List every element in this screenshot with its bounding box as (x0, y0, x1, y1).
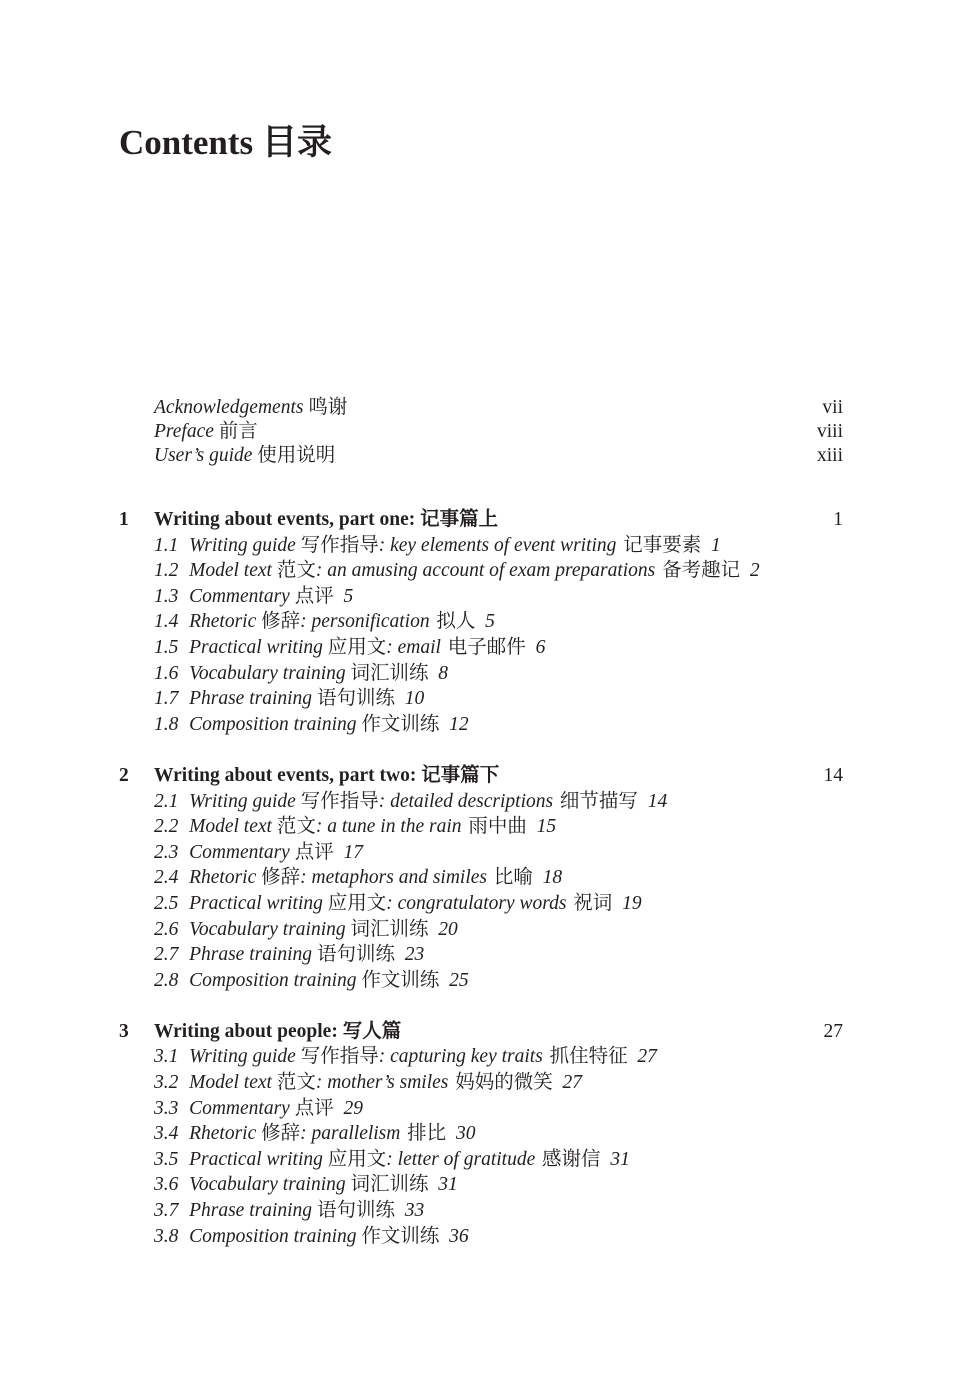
section-topic-zh: 细节描写 (559, 790, 638, 812)
section-label-zh: 写作指导 (300, 534, 379, 556)
section-page-number: 29 (343, 1097, 363, 1119)
section-page-number: 6 (535, 636, 546, 658)
section-number: 3.8 (154, 1225, 179, 1247)
section-entry (119, 712, 843, 738)
section-separator: : (378, 534, 386, 556)
section-label: Composition training (189, 713, 357, 735)
entry-indent (119, 420, 154, 444)
section-label: Writing guide (189, 534, 296, 556)
entry-indent (119, 840, 154, 866)
section-number: 2.3 (154, 841, 179, 863)
section-text (154, 968, 843, 994)
section-label-zh: 应用文 (327, 1148, 387, 1170)
section-text (154, 1147, 843, 1173)
section-label-zh: 作文训练 (361, 1225, 440, 1247)
section-number: 1.8 (154, 713, 179, 735)
section-label-zh: 修辞 (261, 611, 301, 633)
section-label-zh: 写作指导 (300, 790, 379, 812)
section-text (154, 865, 843, 891)
entry-indent (119, 584, 154, 610)
section-page-number: 14 (647, 790, 668, 812)
entry-indent (119, 1147, 154, 1173)
entry-indent (119, 1044, 154, 1070)
section-label: Practical writing (189, 636, 323, 658)
chapter-title-zh: 写人篇 (342, 1020, 402, 1042)
chapter-title-en: Writing about people: (154, 1020, 338, 1042)
section-page-number: 1 (711, 534, 721, 556)
section-number: 2.5 (154, 892, 179, 914)
section-entry (119, 1224, 843, 1250)
section-number: 3.6 (154, 1174, 179, 1196)
section-label-zh: 范文 (276, 560, 316, 582)
entry-indent (119, 444, 154, 468)
section-label: Model text (189, 1072, 272, 1094)
entry-title-zh: 使用说明 (257, 445, 336, 466)
section-label: Composition training (189, 1225, 357, 1247)
section-page-number: 2 (749, 560, 760, 582)
section-entry (119, 917, 843, 943)
section-page-number: 31 (438, 1174, 458, 1196)
section-topic: parallelism (311, 1123, 401, 1145)
section-number: 3.4 (154, 1123, 179, 1145)
section-number: 1.2 (154, 560, 179, 582)
section-separator: : (386, 892, 393, 914)
section-topic: letter of gratitude (397, 1148, 536, 1170)
chapter-title-en: Writing about events, part one: (154, 509, 416, 530)
section-text (154, 942, 843, 968)
section-label-zh: 写作指导 (300, 1046, 379, 1068)
section-number: 2.1 (154, 790, 179, 812)
entry-indent (119, 942, 154, 968)
section-topic-zh: 抓住特征 (549, 1046, 628, 1068)
section-text (154, 1224, 843, 1250)
section-separator: : (378, 790, 386, 812)
section-separator: : (386, 636, 393, 658)
section-number: 1.5 (154, 636, 179, 658)
section-text (154, 891, 843, 917)
section-text (154, 635, 843, 661)
section-page-number: 33 (404, 1200, 425, 1222)
entry-indent (119, 789, 154, 815)
entry-indent (119, 661, 154, 687)
chapter-heading (119, 763, 843, 789)
section-label-zh: 修辞 (261, 1123, 301, 1145)
section-text (154, 1198, 843, 1224)
section-entry (119, 1121, 843, 1147)
section-page-number: 27 (637, 1046, 657, 1068)
section-number: 3.2 (154, 1072, 179, 1094)
entry-page-number: vii (822, 397, 843, 418)
section-text (154, 661, 843, 687)
section-topic: metaphors and similes (311, 867, 488, 889)
section-entry (119, 968, 843, 994)
section-number: 1.1 (154, 534, 179, 556)
entry-indent (119, 609, 154, 635)
section-label-zh: 范文 (276, 816, 316, 838)
section-label: Writing guide (189, 1046, 296, 1068)
section-number: 1.4 (154, 611, 179, 633)
section-topic: detailed descriptions (390, 790, 554, 812)
section-topic: key elements of event writing (390, 534, 617, 556)
section-topic-zh: 比喻 (493, 867, 533, 889)
section-number: 2.4 (154, 867, 179, 889)
section-entry (119, 840, 843, 866)
chapter-page-number: 27 (823, 1020, 843, 1042)
section-text (154, 533, 843, 559)
section-text (154, 584, 843, 610)
section-entry (119, 891, 843, 917)
section-page-number: 5 (343, 585, 354, 607)
section-page-number: 30 (455, 1123, 476, 1145)
chapter-title-en: Writing about events, part two: (154, 764, 417, 786)
front-matter-list (119, 396, 843, 468)
section-label: Writing guide (189, 790, 296, 812)
section-page-number: 19 (622, 892, 642, 914)
section-entry (119, 533, 843, 559)
section-page-number: 12 (449, 713, 469, 735)
entry-indent (119, 558, 154, 584)
entry-page-number: xiii (816, 445, 843, 466)
entry-indent (119, 1070, 154, 1096)
section-entry (119, 1096, 843, 1122)
chapter-block (119, 1019, 843, 1249)
section-number: 3.3 (154, 1097, 179, 1119)
section-number: 2.2 (154, 816, 179, 838)
section-text (154, 840, 843, 866)
section-topic-zh: 感谢信 (542, 1148, 601, 1170)
section-topic: an amusing account of exam preparations (327, 560, 656, 582)
section-topic-zh: 备考趣记 (662, 560, 741, 582)
section-separator: : (300, 611, 307, 633)
entry-indent (119, 1121, 154, 1147)
entry-indent (119, 1096, 154, 1122)
entry-indent (119, 968, 154, 994)
section-number: 1.3 (154, 585, 179, 607)
section-label-zh: 词汇训练 (350, 662, 429, 684)
section-entry (119, 1198, 843, 1224)
section-text (154, 558, 843, 584)
chapter-heading (119, 507, 843, 533)
section-label-zh: 作文训练 (361, 969, 440, 991)
chapter-title (154, 1019, 824, 1045)
section-page-number: 36 (449, 1225, 469, 1247)
chapter-title (154, 507, 833, 533)
section-topic: personification (311, 611, 430, 633)
section-topic-zh: 电子邮件 (447, 636, 526, 658)
section-text (154, 1172, 843, 1198)
section-separator: : (315, 1072, 323, 1094)
section-label: Phrase training (189, 688, 313, 710)
section-separator: : (315, 816, 323, 838)
section-separator: : (300, 1123, 307, 1145)
page-title (119, 122, 332, 164)
section-label: Phrase training (189, 944, 313, 966)
entry-indent (119, 533, 154, 559)
section-label-zh: 点评 (294, 841, 334, 863)
section-entry (119, 686, 843, 712)
entry-indent (119, 1224, 154, 1250)
section-topic-zh: 祝词 (573, 892, 613, 914)
section-entry (119, 1044, 843, 1070)
section-page-number: 20 (438, 918, 458, 940)
entry-title (154, 444, 817, 468)
entry-title-zh: 鸣谢 (308, 397, 348, 418)
chapter-number: 1 (119, 509, 129, 530)
section-page-number: 17 (343, 841, 363, 863)
section-page-number: 31 (610, 1148, 630, 1170)
section-label: Vocabulary training (189, 918, 346, 940)
entry-indent (119, 1172, 154, 1198)
section-page-number: 15 (536, 816, 557, 838)
section-separator: : (315, 560, 323, 582)
section-entry (119, 584, 843, 610)
section-label: Practical writing (189, 892, 323, 914)
chapter-block (119, 763, 843, 993)
section-entry (119, 558, 843, 584)
page-title-zh: 目录 (261, 123, 332, 162)
section-label-zh: 词汇训练 (350, 1174, 429, 1196)
section-label: Rhetoric (189, 611, 257, 633)
section-label: Phrase training (189, 1200, 313, 1222)
section-label: Commentary (189, 841, 290, 863)
section-label: Vocabulary training (189, 662, 346, 684)
section-text (154, 1070, 843, 1096)
section-separator: : (378, 1046, 386, 1068)
entry-indent (119, 1198, 154, 1224)
section-topic: congratulatory words (397, 892, 567, 914)
entry-indent (119, 635, 154, 661)
section-label-zh: 点评 (294, 585, 334, 607)
entry-title-zh: 前言 (218, 421, 258, 442)
section-number: 2.8 (154, 969, 179, 991)
section-label-zh: 修辞 (261, 867, 301, 889)
entry-indent (119, 865, 154, 891)
section-page-number: 5 (485, 611, 495, 633)
section-label-zh: 语句训练 (316, 944, 395, 966)
section-label: Commentary (189, 1097, 290, 1119)
section-number: 1.7 (154, 688, 179, 710)
section-text (154, 1044, 843, 1070)
section-label-zh: 点评 (294, 1097, 334, 1119)
section-label: Model text (189, 816, 272, 838)
section-number: 2.7 (154, 944, 179, 966)
section-topic: capturing key traits (390, 1046, 543, 1068)
section-label: Practical writing (189, 1148, 323, 1170)
section-text (154, 1096, 843, 1122)
section-entry (119, 814, 843, 840)
section-number: 3.7 (154, 1200, 179, 1222)
entry-indent (119, 814, 154, 840)
section-entry (119, 789, 843, 815)
entry-indent (119, 396, 154, 420)
section-label-zh: 词汇训练 (350, 918, 429, 940)
section-entry (119, 1147, 843, 1173)
section-topic: mother’s smiles (327, 1072, 449, 1094)
section-label-zh: 应用文 (327, 892, 387, 914)
section-text (154, 917, 843, 943)
section-topic-zh: 拟人 (436, 611, 476, 633)
chapter-block (119, 507, 843, 737)
section-topic-zh: 妈妈的微笑 (455, 1072, 553, 1094)
section-topic-zh: 记事要素 (623, 534, 702, 556)
section-number: 1.6 (154, 662, 179, 684)
chapter-page-number: 14 (823, 764, 843, 786)
chapter-title (154, 763, 824, 789)
section-label: Rhetoric (189, 867, 257, 889)
entry-title (154, 396, 822, 420)
chapter-title-zh: 记事篇上 (420, 509, 499, 530)
section-topic-zh: 雨中曲 (468, 816, 527, 838)
section-entry (119, 635, 843, 661)
section-page-number: 18 (542, 867, 563, 889)
section-label: Rhetoric (189, 1123, 257, 1145)
chapter-list (119, 507, 843, 1249)
section-page-number: 8 (438, 662, 449, 684)
page-title-en: Contents (119, 123, 254, 162)
section-page-number: 10 (404, 688, 425, 710)
entry-title-en: Preface (154, 421, 214, 442)
entry-indent (119, 891, 154, 917)
section-label-zh: 作文训练 (361, 713, 440, 735)
section-entry (119, 609, 843, 635)
section-label: Commentary (189, 585, 290, 607)
section-entry (119, 942, 843, 968)
section-topic: a tune in the rain (327, 816, 462, 838)
section-label-zh: 应用文 (327, 636, 387, 658)
entry-title (154, 420, 817, 444)
entry-indent (119, 917, 154, 943)
entry-indent (119, 712, 154, 738)
section-separator: : (300, 867, 307, 889)
chapter-number: 3 (119, 1020, 129, 1042)
entry-title-en: User’s guide (154, 445, 253, 466)
section-text (154, 1121, 843, 1147)
section-label-zh: 语句训练 (316, 1200, 395, 1222)
section-label: Vocabulary training (189, 1174, 346, 1196)
section-page-number: 23 (404, 944, 425, 966)
section-label: Composition training (189, 969, 357, 991)
section-entry (119, 865, 843, 891)
section-topic-zh: 排比 (407, 1123, 447, 1145)
section-text (154, 609, 843, 635)
front-matter-entry (119, 420, 843, 444)
front-matter-entry (119, 396, 843, 420)
entry-indent (119, 686, 154, 712)
section-label-zh: 范文 (276, 1072, 316, 1094)
section-number: 2.6 (154, 918, 179, 940)
chapter-title-zh: 记事篇下 (421, 764, 500, 786)
chapter-page-number: 1 (833, 509, 843, 530)
chapter-number: 2 (119, 764, 129, 786)
section-label: Model text (189, 560, 272, 582)
chapter-heading (119, 1019, 843, 1045)
entry-title-en: Acknowledgements (154, 397, 304, 418)
section-text (154, 789, 843, 815)
section-label-zh: 语句训练 (316, 688, 395, 710)
section-number: 3.1 (154, 1046, 179, 1068)
section-entry (119, 1070, 843, 1096)
front-matter-entry (119, 444, 843, 468)
section-entry (119, 1172, 843, 1198)
section-text (154, 814, 843, 840)
section-page-number: 25 (449, 969, 469, 991)
section-text (154, 686, 843, 712)
section-page-number: 27 (562, 1072, 582, 1094)
entry-page-number: viii (816, 421, 843, 442)
section-text (154, 712, 843, 738)
section-topic: email (397, 636, 441, 658)
section-number: 3.5 (154, 1148, 179, 1170)
section-separator: : (386, 1148, 393, 1170)
section-entry (119, 661, 843, 687)
